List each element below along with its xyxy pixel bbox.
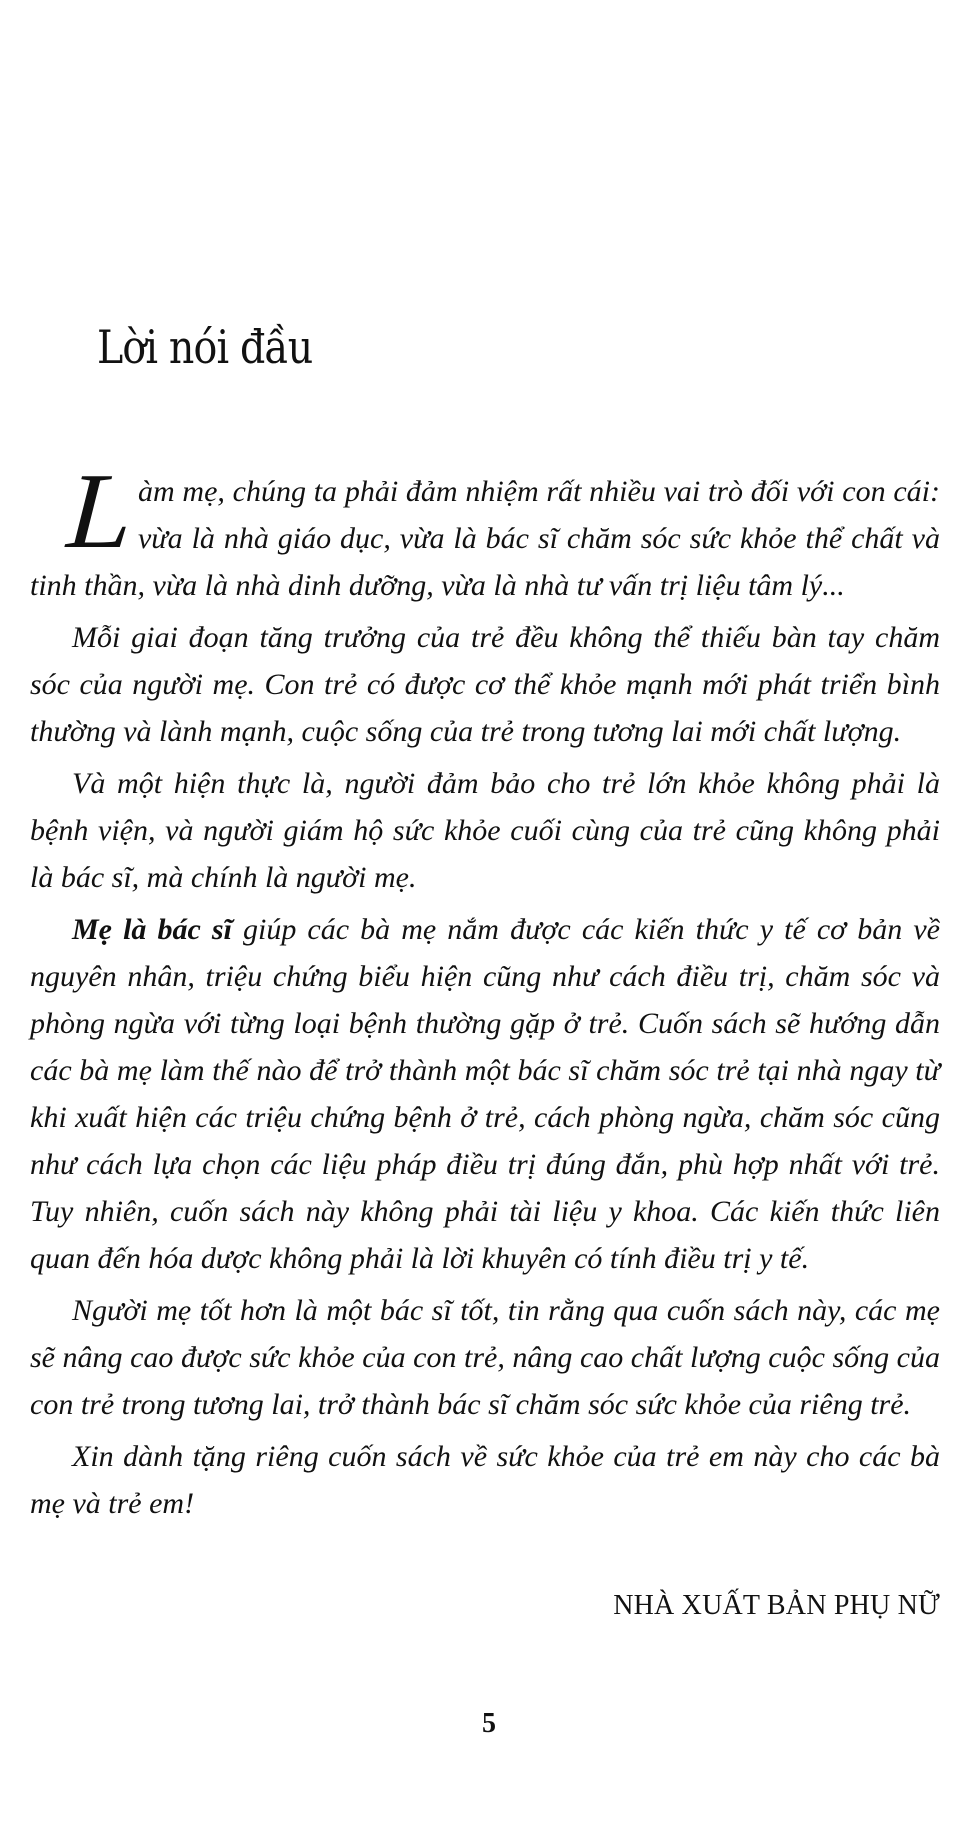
paragraph-4 bbox=[30, 906, 940, 1282]
publisher-signature: NHÀ XUẤT BẢN PHỤ NỮ bbox=[613, 1590, 940, 1621]
paragraph-6: Xin dành tặng riêng cuốn sách về sức khỏe của trẻ em này cho các bà mẹ và trẻ em! bbox=[30, 1440, 940, 1520]
page-number: 5 bbox=[482, 1708, 496, 1739]
drop-cap: L bbox=[55, 452, 151, 571]
paragraph-4-text: giúp các bà mẹ nắm được các kiến thức y tế cơ bản về nguyên nhân, triệu chứng biểu hiện cũng như cách điều trị, chăm sóc và phòng ngừa với từng loại bệnh thường gặp ở trẻ. Cuốn sách sẽ hướng dẫn các bà mẹ làm thế nào để trở thành một bác sĩ chăm sóc trẻ tại nhà ngay từ khi xuất hiện các triệu chứng bệnh ở trẻ, cách phòng ngừa, chăm sóc cũng như cách lựa chọn các liệu pháp điều trị đúng đắn, phù hợp nhất với trẻ. Tuy nhiên, cuốn sách này không phải tài liệu y khoa. Các kiến thức liên quan đến hóa dược không phải là lời khuyên có tính điều trị y tế. bbox=[30, 913, 940, 1275]
paragraph-3: Và một hiện thực là, người đảm bảo cho trẻ lớn khỏe không phải là bệnh viện, và người giám hộ sức khỏe cuối cùng của trẻ cũng không phải là bác sĩ, mà chính là người mẹ. bbox=[30, 767, 940, 894]
page-title: Lời nói đầu bbox=[97, 320, 313, 374]
paragraph-1-text: àm mẹ, chúng ta phải đảm nhiệm rất nhiều vai trò đối với con cái: vừa là nhà giáo dục, vừa là bác sĩ chăm sóc sức khỏe thể chất và tinh thần, vừa là nhà dinh dưỡng, vừa là nhà tư vấn trị liệu tâm lý... bbox=[30, 475, 940, 602]
paragraph-5: Người mẹ tốt hơn là một bác sĩ tốt, tin rằng qua cuốn sách này, các mẹ sẽ nâng cao được sức khỏe của con trẻ, nâng cao chất lượng cuộc sống của con trẻ trong tương lai, trở thành bác sĩ chăm sóc sức khỏe của riêng trẻ. bbox=[30, 1294, 940, 1421]
book-title: Mẹ là bác sĩ bbox=[72, 913, 232, 946]
paragraph-1 bbox=[30, 452, 940, 609]
paragraph-2: Mỗi giai đoạn tăng trưởng của trẻ đều không thể thiếu bàn tay chăm sóc của người mẹ. Con trẻ có được cơ thể khỏe mạnh mới phát triển bình thường và lành mạnh, cuộc sống của trẻ trong tương lai mới chất lượng. bbox=[30, 621, 940, 748]
preface-body bbox=[30, 452, 940, 1532]
